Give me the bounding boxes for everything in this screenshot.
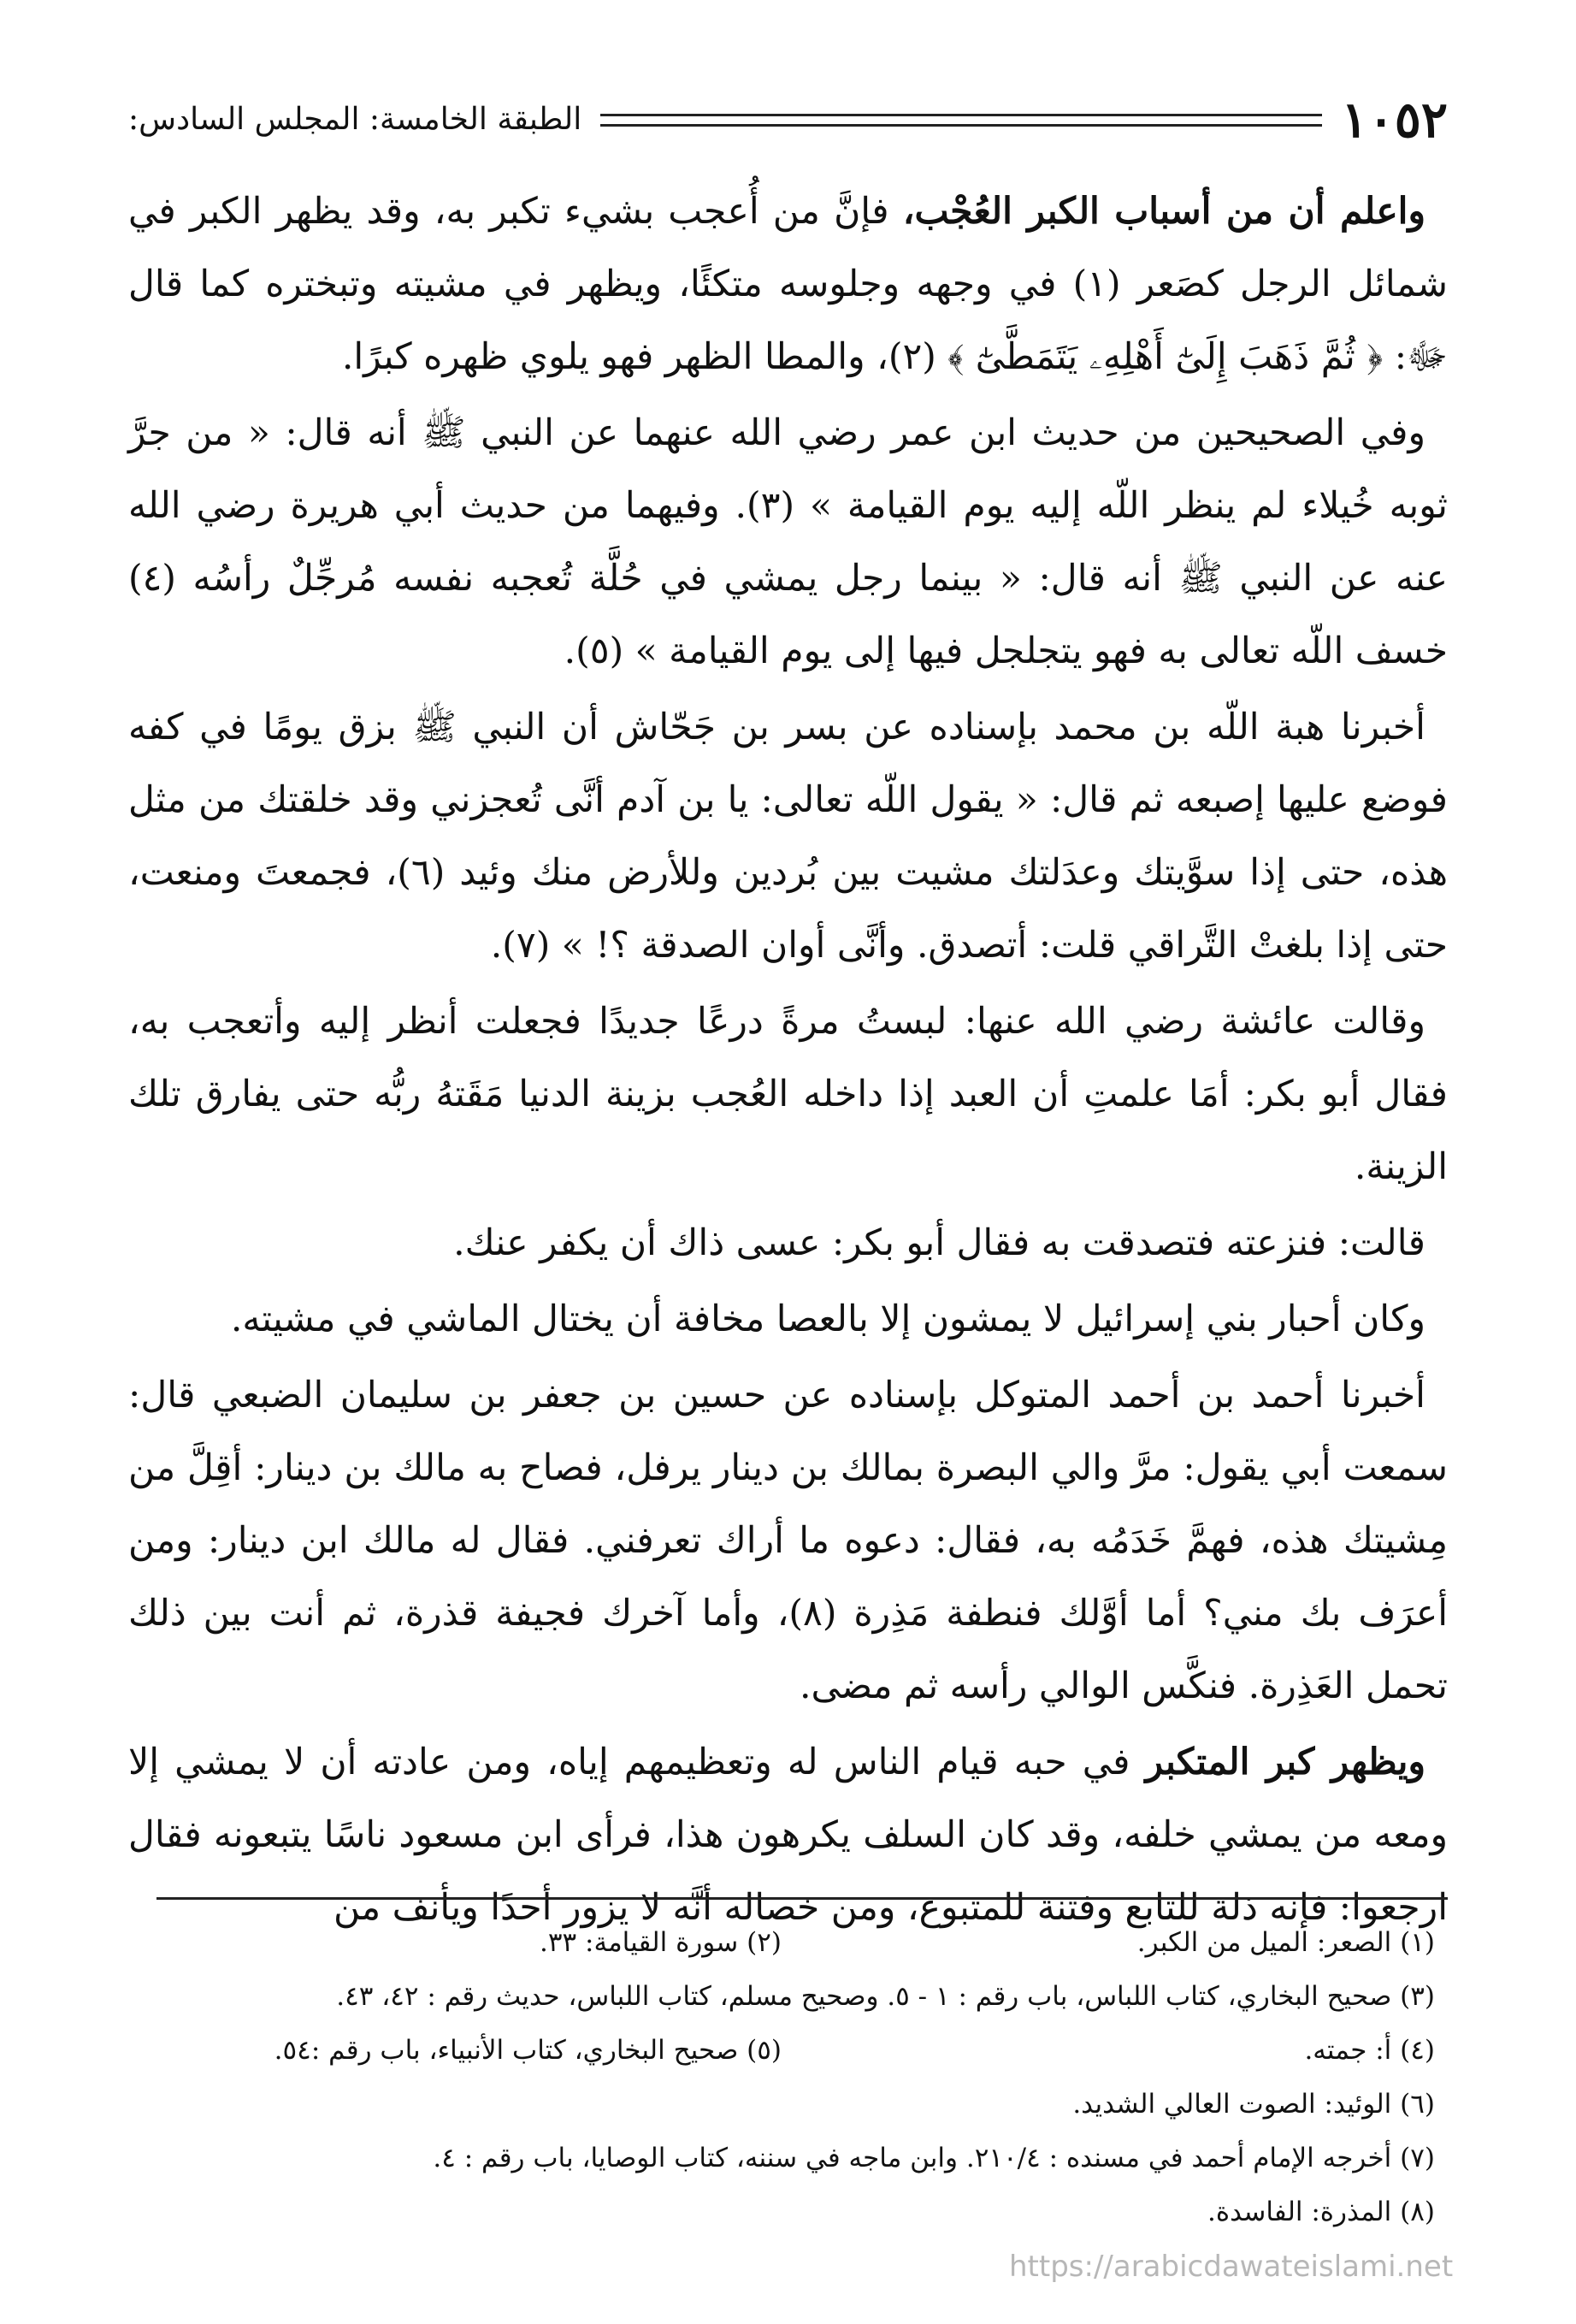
page-header bbox=[128, 81, 1448, 158]
footnote-row bbox=[128, 1970, 1435, 2024]
footnote-row bbox=[128, 2185, 1435, 2239]
paragraph-8-rest: في حبه قيام الناس له وتعظيمهم إياه، ومن عادته أن لا يمشي إلا ومعه من يمشي خلفه، وقد كان السلف يكرهون هذا، فرأى ابن مسعود ناسًا يتبعونه فقال ارجعوا: فإنه ذلة للتابع وفتنة للمتبوع، ومن خصاله أنَّه لا يزور أحدًا ويأنف من bbox=[128, 1742, 1448, 1929]
footnote-3: (٣) صحيح البخاري، كتاب اللباس، باب رقم : ١ - ٥. وصحيح مسلم، كتاب اللباس، حديث رقم : ٤٢، ٤٣. bbox=[336, 1981, 1435, 2012]
paragraph-1-lead: واعلم أن من أسباب الكبر العُجْب، bbox=[902, 190, 1426, 233]
paragraph-1 bbox=[128, 175, 1448, 393]
footnote-row bbox=[128, 1916, 1435, 1970]
footnote-4: (٤) أ: جمته. bbox=[1304, 2035, 1435, 2066]
footnote-1: (١) الصعر: الميل من الكبر. bbox=[1136, 1927, 1435, 1958]
footnote-5: (٥) صحيح البخاري، كتاب الأنبياء، باب رقم :٥٤. bbox=[274, 2035, 782, 2066]
paragraph-6: وكان أحبار بني إسرائيل لا يمشون إلا بالعصا مخافة أن يختال الماشي في مشيته. bbox=[230, 1298, 1425, 1340]
footnote-6: (٦) الوئيد: الصوت العالي الشديد. bbox=[1072, 2089, 1435, 2120]
main-text bbox=[128, 175, 1448, 1948]
footnote-row bbox=[128, 2024, 1435, 2078]
paragraph-4: وقالت عائشة رضي الله عنها: لبستُ مرةً درعًا جديدًا فجعلت أنظر إليه وأتعجب به، فقال أبو بكر: أمَا علمتِ أن العبد إذا داخله العُجب بزينة الدنيا مَقَتهُ ربُّه حتى يفارق تلك الزينة. bbox=[128, 1001, 1448, 1188]
page-number: ١٠٥٢ bbox=[1341, 91, 1448, 149]
footnotes bbox=[128, 1916, 1435, 2239]
footnote-separator bbox=[156, 1897, 1448, 1900]
footnote-row bbox=[128, 2132, 1435, 2185]
footnote-7: (٧) أخرجه الإمام أحمد في مسنده : ٢١٠/٤. وابن ماجه في سننه، كتاب الوصايا، باب رقم : ٤. bbox=[433, 2143, 1435, 2173]
paragraph-3: أخبرنا هبة اللّه بن محمد بإسناده عن بسر بن جَحّاش أن النبي ﷺ بزق يومًا في كفه فوضع عليها إصبعه ثم قال: « يقول اللّه تعالى: يا بن آدم أنَّى تُعجزني وقد خلقتك من مثل هذه، حتى إذا سوَّيتك وعدَلتك مشيت بين بُردين وللأرض منك وئيد (٦)، فجمعتَ ومنعت، حتى إذا بلغتْ التَّراقي قلت: أتصدق. وأنَّى أوان الصدقة ؟! » (٧). bbox=[128, 707, 1448, 967]
footnote-2: (٢) سورة القيامة: ٣٣. bbox=[539, 1927, 782, 1958]
paragraph-8 bbox=[128, 1726, 1448, 1944]
paragraph-7: أخبرنا أحمد بن أحمد المتوكل بإسناده عن حسين بن جعفر بن سليمان الضبعي قال: سمعت أبي يقول: مرَّ والي البصرة بمالك بن دينار يرفل، فصاح به مالك بن دينار: أقِلَّ من مِشيتك هذه، فهمَّ خَدَمُه به، فقال: دعوه ما أراك تعرفني. فقال له مالك ابن دينار: ومن أعرَف بك مني؟ أما أوَّلك فنطفة مَذِرة (٨)، وأما آخرك فجيفة قذرة، ثم أنت بين ذلك تحمل العَذِرة. فنكَّس الوالي رأسه ثم مضى. bbox=[128, 1375, 1449, 1707]
header-rule bbox=[600, 114, 1322, 127]
paragraph-5: قالت: فنزعته فتصدقت به فقال أبو بكر: عسى ذاك أن يكفر عنك. bbox=[453, 1222, 1425, 1264]
paragraph-1-rest: فإنَّ من أُعجب بشيء تكبر به، وقد يظهر الكبر في شمائل الرجل كصَعر (١) في وجهه وجلوسه متكئًا، ويظهر في مشيته وتبختره كما قال ﷻ: ﴿ ثُمَّ ذَهَبَ إِلَىٰٓ أَهْلِهِۦ يَتَمَطَّىٰٓ ﴾ (٢)، والمطا الظهر فهو يلوي ظهره كبرًا. bbox=[128, 191, 1448, 378]
footnote-8: (٨) المذرة: الفاسدة. bbox=[1207, 2197, 1435, 2227]
paragraph-8-lead: ويظهر كبر المتكبر bbox=[1145, 1741, 1425, 1783]
running-title: الطبقة الخامسة: المجلس السادس: bbox=[128, 102, 582, 137]
paragraph-2: وفي الصحيحين من حديث ابن عمر رضي الله عنهما عن النبي ﷺ أنه قال: « من جرَّ ثوبه خُيلاء لم ينظر اللّه إليه يوم القيامة » (٣). وفيهما من حديث أبي هريرة رضي الله عنه عن النبي ﷺ أنه قال: « بينما رجل يمشي في حُلَّة تُعجبه نفسه مُرجِّلٌ رأسُه (٤) خسف اللّه تعالى به فهو يتجلجل فيها إلى يوم القيامة » (٥). bbox=[128, 412, 1448, 672]
source-watermark: https://arabicdawateislami.net bbox=[1009, 2250, 1454, 2284]
footnote-row bbox=[128, 2078, 1435, 2132]
